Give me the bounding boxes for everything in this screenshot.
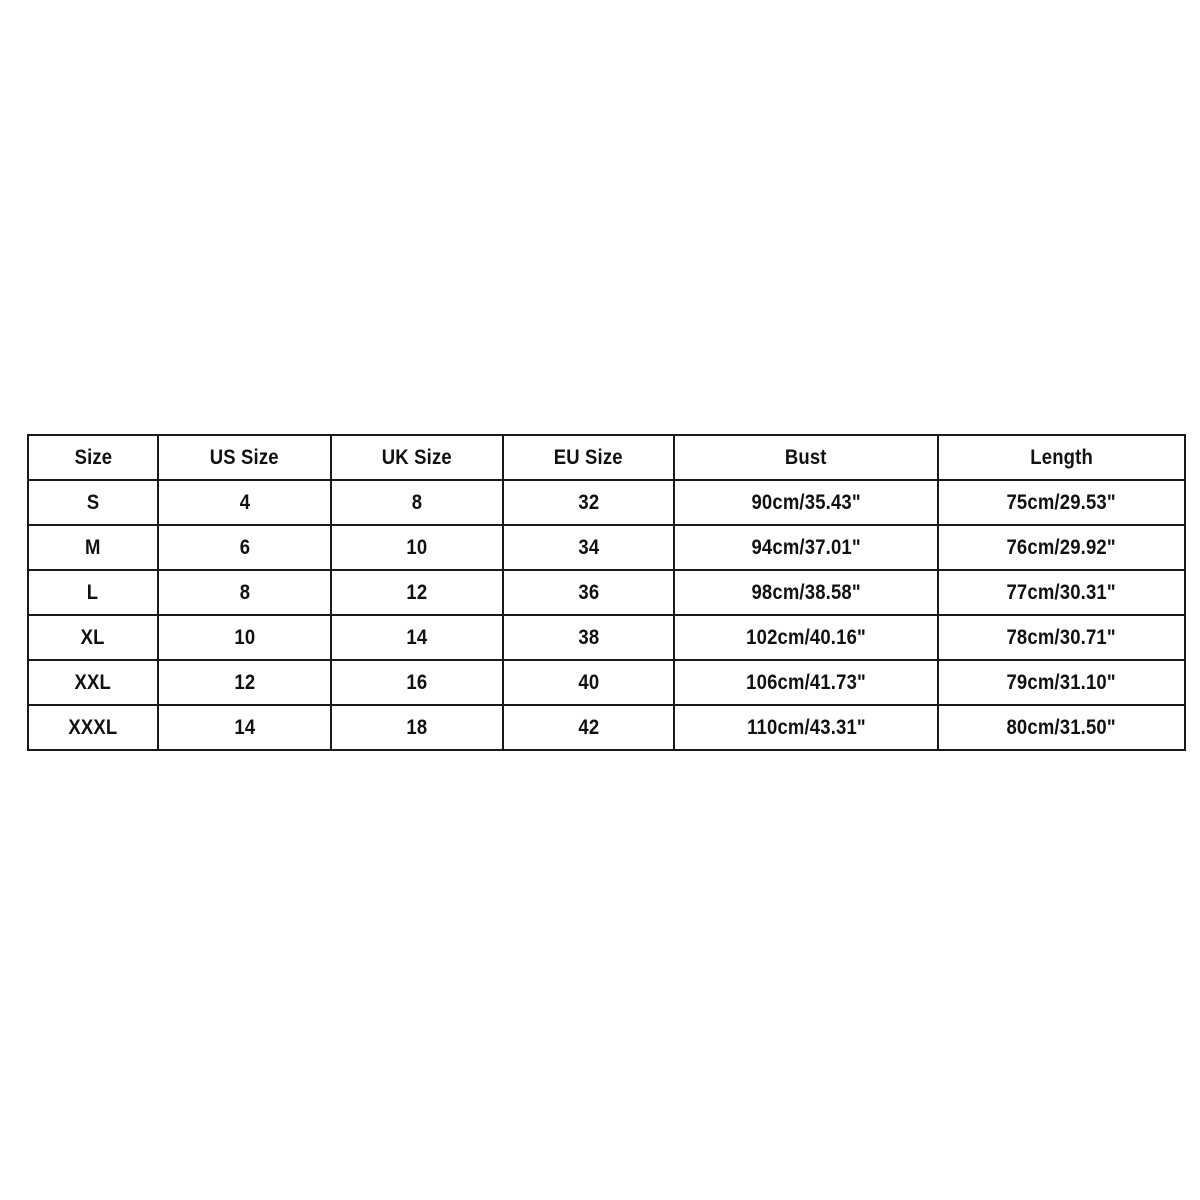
table-row	[28, 615, 1185, 660]
cell-uk-size: 18	[331, 705, 503, 750]
cell-length: 78cm/30.71"	[938, 615, 1185, 660]
cell-us-size: 4	[158, 480, 331, 525]
cell-bust: 106cm/41.73"	[674, 660, 938, 705]
table-row	[28, 480, 1185, 525]
header-size: Size	[28, 435, 158, 480]
cell-uk-size: 16	[331, 660, 503, 705]
cell-eu-size: 36	[503, 570, 674, 615]
cell-size: XXXL	[28, 705, 158, 750]
header-eu-size: EU Size	[503, 435, 674, 480]
cell-size: XXL	[28, 660, 158, 705]
cell-bust: 102cm/40.16"	[674, 615, 938, 660]
cell-length: 75cm/29.53"	[938, 480, 1185, 525]
cell-uk-size: 14	[331, 615, 503, 660]
header-uk-size: UK Size	[331, 435, 503, 480]
cell-size: S	[28, 480, 158, 525]
cell-uk-size: 8	[331, 480, 503, 525]
cell-eu-size: 40	[503, 660, 674, 705]
cell-us-size: 14	[158, 705, 331, 750]
cell-length: 79cm/31.10"	[938, 660, 1185, 705]
cell-bust: 110cm/43.31"	[674, 705, 938, 750]
cell-size: XL	[28, 615, 158, 660]
cell-bust: 98cm/38.58"	[674, 570, 938, 615]
cell-us-size: 8	[158, 570, 331, 615]
size-chart	[27, 434, 1184, 751]
header-length: Length	[938, 435, 1185, 480]
table-row	[28, 660, 1185, 705]
table-row	[28, 570, 1185, 615]
table-row	[28, 525, 1185, 570]
cell-eu-size: 38	[503, 615, 674, 660]
cell-bust: 90cm/35.43"	[674, 480, 938, 525]
table-row	[28, 705, 1185, 750]
cell-eu-size: 32	[503, 480, 674, 525]
cell-eu-size: 34	[503, 525, 674, 570]
header-row	[28, 435, 1185, 480]
cell-uk-size: 12	[331, 570, 503, 615]
size-chart-table	[27, 434, 1186, 751]
cell-bust: 94cm/37.01"	[674, 525, 938, 570]
cell-us-size: 10	[158, 615, 331, 660]
cell-us-size: 12	[158, 660, 331, 705]
cell-size: M	[28, 525, 158, 570]
cell-length: 77cm/30.31"	[938, 570, 1185, 615]
cell-eu-size: 42	[503, 705, 674, 750]
header-bust: Bust	[674, 435, 938, 480]
cell-us-size: 6	[158, 525, 331, 570]
cell-size: L	[28, 570, 158, 615]
header-us-size: US Size	[158, 435, 331, 480]
cell-length: 80cm/31.50"	[938, 705, 1185, 750]
cell-uk-size: 10	[331, 525, 503, 570]
cell-length: 76cm/29.92"	[938, 525, 1185, 570]
